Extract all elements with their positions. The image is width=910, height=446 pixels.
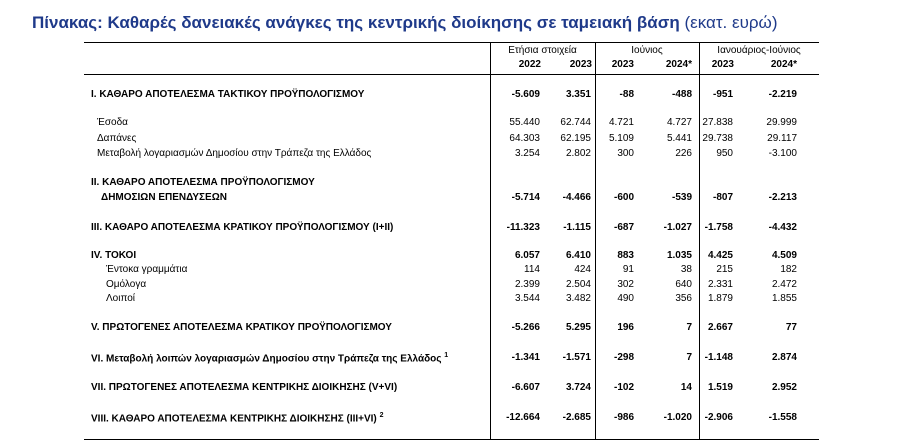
cell-value: -6.607 xyxy=(511,382,540,393)
cell-value: 640 xyxy=(675,279,692,290)
cell-value: -3.100 xyxy=(768,148,797,159)
header-year: 2023 xyxy=(711,59,734,70)
cell-value: 1.519 xyxy=(707,382,733,393)
cell-value: 62.744 xyxy=(560,117,591,128)
header-year: 2023 xyxy=(569,59,592,70)
cell-value: 215 xyxy=(716,264,733,275)
cell-value: 424 xyxy=(574,264,591,275)
row-label: Ομόλογα xyxy=(106,279,147,290)
cell-value: -5.266 xyxy=(511,322,540,333)
footnote-marker: 2 xyxy=(379,412,384,419)
header-year: 2024* xyxy=(770,59,797,70)
title-text: Πίνακας: Καθαρές δανειακές ανάγκες της κεντρικής διοίκησης σε ταμειακή βάση xyxy=(32,13,680,32)
cell-value: 3.254 xyxy=(514,148,540,159)
cell-value: -5.609 xyxy=(511,89,540,100)
header-year: 2022 xyxy=(518,59,541,70)
cell-value: 27.838 xyxy=(702,117,733,128)
row-label: III. ΚΑΘΑΡΟ ΑΠΟΤΕΛΕΣΜΑ ΚΡΑΤΙΚΟΥ ΠΡΟΫΠΟΛΟΓΙΣΜΟΥ (I+II) xyxy=(91,222,394,233)
row-label: I. ΚΑΘΑΡΟ ΑΠΟΤΕΛΕΣΜΑ ΤΑΚΤΙΚΟΥ ΠΡΟΫΠΟΛΟΓΙΣΜΟΥ xyxy=(91,89,365,100)
cell-value: -951 xyxy=(712,89,733,100)
cell-value: 77 xyxy=(785,322,797,333)
cell-value: -986 xyxy=(613,412,634,423)
header-jan-june: Ιανουάριος-Ιούνιος xyxy=(717,45,801,56)
cell-value: 883 xyxy=(617,250,634,261)
cell-value: -4.432 xyxy=(768,222,797,233)
cell-value: 4.509 xyxy=(771,250,797,261)
table-top-rule xyxy=(84,42,819,43)
cell-value: 6.057 xyxy=(514,250,540,261)
cell-value: 3.724 xyxy=(565,382,591,393)
cell-value: 114 xyxy=(524,264,540,275)
row-label xyxy=(91,412,383,424)
cell-value: 1.035 xyxy=(666,250,692,261)
cell-value: -1.571 xyxy=(562,352,591,363)
cell-value: -539 xyxy=(671,192,692,203)
row-label: Μεταβολή λογαριασμών Δημοσίου στην Τράπεζα της Ελλάδος xyxy=(97,148,372,159)
cell-value: 2.472 xyxy=(771,279,797,290)
cell-value: 55.440 xyxy=(509,117,540,128)
cell-value: 2.399 xyxy=(514,279,540,290)
header-june: Ιούνιος xyxy=(631,45,663,56)
cell-value: 62.195 xyxy=(560,133,591,144)
cell-value: 2.667 xyxy=(707,322,733,333)
cell-value: 91 xyxy=(622,264,634,275)
title-unit: (εκατ. ευρώ) xyxy=(684,13,778,32)
cell-value: 4.721 xyxy=(608,117,634,128)
cell-value: 38 xyxy=(680,264,692,275)
footnote-marker: 1 xyxy=(444,352,449,359)
cell-value: 356 xyxy=(675,293,692,304)
cell-value: -1.115 xyxy=(563,222,591,233)
cell-value: 7 xyxy=(686,352,692,363)
cell-value: 490 xyxy=(617,293,634,304)
cell-value: -807 xyxy=(712,192,733,203)
cell-value: 2.802 xyxy=(565,148,591,159)
row-label-text: VI. Μεταβολή λοιπών λογαριασμών Δημοσίου στην Τράπεζα της Ελλάδος xyxy=(91,353,442,365)
cell-value: -1.558 xyxy=(768,412,797,423)
cell-value: 4.727 xyxy=(666,117,692,128)
cell-value: -4.466 xyxy=(562,192,591,203)
row-label: VII. ΠΡΩΤΟΓΕΝΕΣ ΑΠΟΤΕΛΕΣΜΑ ΚΕΝΤΡΙΚΗΣ ΔΙΟΙΚΗΣΗΣ (V+VI) xyxy=(91,382,398,393)
cell-value: 4.425 xyxy=(707,250,733,261)
column-divider xyxy=(595,42,596,440)
cell-value: 1.879 xyxy=(707,293,733,304)
cell-value: -1.758 xyxy=(704,222,733,233)
cell-value: 14 xyxy=(680,382,692,393)
cell-value: 2.874 xyxy=(771,352,797,363)
cell-value: 182 xyxy=(780,264,797,275)
cell-value: 3.482 xyxy=(565,293,591,304)
cell-value: 2.331 xyxy=(707,279,733,290)
row-label-continued: ΔΗΜΟΣΙΩΝ ΕΠΕΝΔΥΣΕΩΝ xyxy=(101,192,227,203)
cell-value: -1.020 xyxy=(663,412,692,423)
cell-value: -600 xyxy=(613,192,634,203)
table-bottom-rule xyxy=(84,439,819,440)
cell-value: 5.109 xyxy=(608,133,634,144)
cell-value: -1.341 xyxy=(511,352,540,363)
cell-value: -2.685 xyxy=(562,412,591,423)
header-year: 2023 xyxy=(611,59,634,70)
cell-value: 3.351 xyxy=(565,89,591,100)
cell-value: -488 xyxy=(671,89,692,100)
cell-value: 2.952 xyxy=(771,382,797,393)
header-year: 2024* xyxy=(665,59,692,70)
cell-value: -102 xyxy=(613,382,634,393)
row-label: V. ΠΡΩΤΟΓΕΝΕΣ ΑΠΟΤΕΛΕΣΜΑ ΚΡΑΤΙΚΟΥ ΠΡΟΫΠΟΛΟΓΙΣΜΟΥ xyxy=(91,322,392,333)
cell-value: 226 xyxy=(675,148,692,159)
row-label xyxy=(91,352,448,364)
cell-value: -11.323 xyxy=(506,222,540,233)
cell-value: -1.148 xyxy=(704,352,733,363)
cell-value: -1.027 xyxy=(663,222,692,233)
cell-value: 1.855 xyxy=(771,293,797,304)
column-divider xyxy=(699,42,700,440)
cell-value: -2.219 xyxy=(768,89,797,100)
cell-value: 7 xyxy=(686,322,692,333)
row-label: II. ΚΑΘΑΡΟ ΑΠΟΤΕΛΕΣΜΑ ΠΡΟΫΠΟΛΟΓΙΣΜΟΥ xyxy=(91,177,315,188)
cell-value: 3.544 xyxy=(514,293,540,304)
cell-value: 29.999 xyxy=(766,117,797,128)
cell-value: -298 xyxy=(613,352,634,363)
cell-value: -2.213 xyxy=(768,192,797,203)
cell-value: -2.906 xyxy=(704,412,733,423)
column-divider xyxy=(490,42,491,440)
cell-value: -5.714 xyxy=(511,192,540,203)
header-annual: Ετήσια στοιχεία xyxy=(508,45,577,56)
row-label: IV. ΤΟΚΟΙ xyxy=(91,250,137,261)
row-label: Λοιποί xyxy=(106,293,136,304)
row-label: Έσοδα xyxy=(97,117,128,128)
row-label: Έντοκα γραμμάτια xyxy=(106,264,188,275)
cell-value: 29.738 xyxy=(702,133,733,144)
header-bottom-rule xyxy=(84,74,819,75)
cell-value: 6.410 xyxy=(565,250,591,261)
cell-value: 29.117 xyxy=(767,133,797,144)
page-title xyxy=(32,13,778,33)
cell-value: 64.303 xyxy=(509,133,540,144)
cell-value: 950 xyxy=(716,148,733,159)
cell-value: -12.664 xyxy=(506,412,540,423)
row-label-text: VIII. ΚΑΘΑΡΟ ΑΠΟΤΕΛΕΣΜΑ ΚΕΝΤΡΙΚΗΣ ΔΙΟΙΚΗΣΗΣ (III+VI) xyxy=(91,413,377,425)
cell-value: 302 xyxy=(617,279,634,290)
cell-value: -88 xyxy=(619,89,634,100)
row-label: Δαπάνες xyxy=(97,133,137,144)
cell-value: 300 xyxy=(617,148,634,159)
cell-value: 2.504 xyxy=(565,279,591,290)
cell-value: 196 xyxy=(617,322,634,333)
cell-value: 5.441 xyxy=(666,133,692,144)
cell-value: 5.295 xyxy=(565,322,591,333)
cell-value: -687 xyxy=(613,222,634,233)
